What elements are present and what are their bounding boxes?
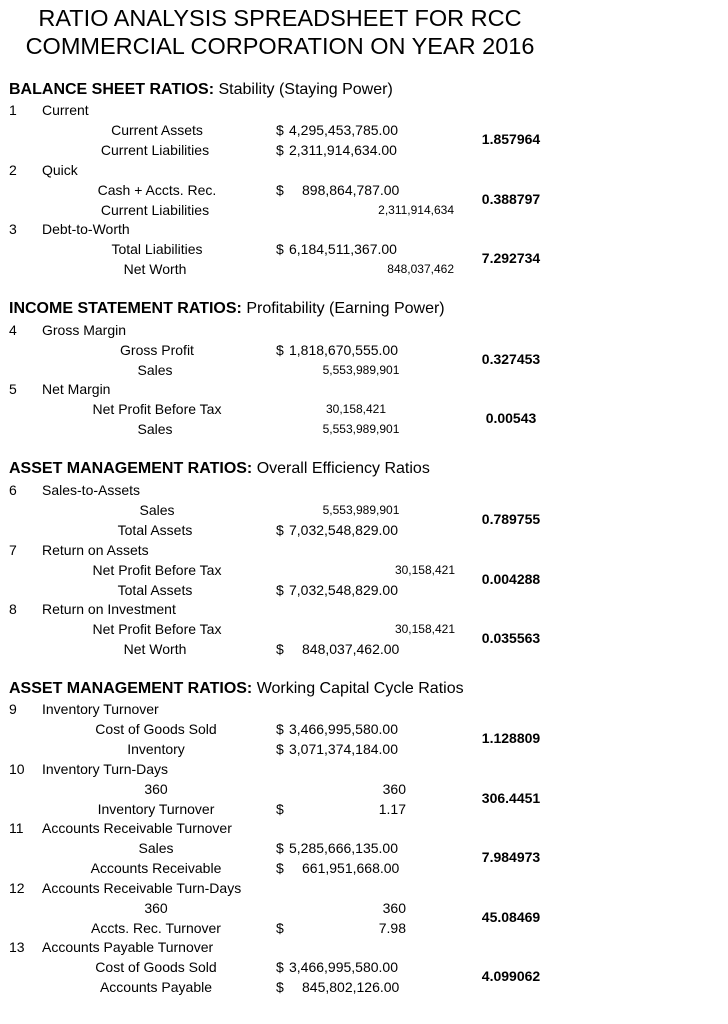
ratio-label: Inventory Turnover: [42, 701, 159, 717]
denominator-label-text: Accounts Receivable: [90, 860, 222, 876]
ratio-result: 45.08469: [481, 909, 541, 925]
ratio-result: 0.004288: [481, 571, 541, 587]
ratio-number: 4: [9, 322, 17, 338]
ratio-number: 12: [9, 880, 25, 896]
ratio-number: 13: [9, 939, 25, 955]
section-working-capital: [9, 679, 464, 699]
numerator-value: 1,818,670,555.00: [289, 342, 398, 358]
currency-symbol: $: [276, 241, 284, 257]
numerator-value: 4,295,453,785.00: [289, 122, 398, 138]
currency-symbol: $: [276, 959, 284, 975]
denominator-value: 661,951,668.00: [302, 860, 400, 876]
page-title-line-1: RATIO ANALYSIS SPREADSHEET FOR RCC: [38, 5, 522, 31]
numerator-value-text: 30,158,421: [325, 402, 387, 416]
currency-symbol: $: [276, 860, 284, 876]
ratio-result: 0.00543: [485, 410, 537, 426]
currency-symbol: $: [276, 741, 284, 757]
numerator-value-text: 5,553,989,901: [322, 503, 400, 517]
ratio-result: 7.984973: [481, 849, 541, 865]
ratio-number: 10: [9, 761, 25, 777]
section-balance-sheet: [9, 80, 393, 100]
numerator-label-text: Sales: [138, 840, 174, 856]
numerator-label-text: Gross Profit: [120, 342, 194, 358]
currency-symbol: $: [276, 582, 284, 598]
page-title-line-2: COMMERCIAL CORPORATION ON YEAR 2016: [25, 33, 535, 59]
numerator-label-text: Net Profit Before Tax: [92, 401, 222, 417]
currency-symbol: $: [276, 641, 284, 657]
ratio-number: 8: [9, 601, 17, 617]
section-income-statement: [9, 299, 445, 319]
numerator-label-text: Total Liabilities: [111, 241, 203, 257]
numerator-value: 898,864,787.00: [302, 182, 400, 198]
numerator-value: 5,285,666,135.00: [289, 840, 398, 856]
ratio-label: Gross Margin: [42, 322, 127, 338]
section-subtitle: Stability (Staying Power): [214, 81, 393, 98]
currency-symbol: $: [276, 122, 284, 138]
ratio-number: 1: [9, 102, 17, 118]
denominator-label-text: Accounts Payable: [99, 979, 213, 995]
denominator-value: 7,032,548,829.00: [289, 582, 398, 598]
ratio-result: 1.128809: [481, 730, 541, 746]
ratio-number: 11: [9, 820, 24, 836]
ratio-result: 0.035563: [481, 630, 541, 646]
ratio-label: Current: [42, 102, 89, 118]
ratio-label: Quick: [42, 162, 78, 178]
numerator-value: 3,466,995,580.00: [289, 959, 398, 975]
numerator-value: 360: [382, 781, 406, 797]
denominator-label-text: Total Assets: [117, 582, 193, 598]
numerator-label-text: Cash + Accts. Rec.: [97, 182, 217, 198]
numerator-label-text: Net Profit Before Tax: [92, 562, 222, 578]
denominator-label-text: Inventory Turnover: [97, 801, 215, 817]
numerator-label-text: 360: [144, 900, 168, 916]
numerator-label-text: Cost of Goods Sold: [95, 721, 217, 737]
currency-symbol: $: [276, 522, 284, 538]
currency-symbol: $: [276, 801, 284, 817]
section-bold-label: ASSET MANAGEMENT RATIOS:: [9, 460, 253, 477]
denominator-value: 3,071,374,184.00: [289, 741, 398, 757]
currency-symbol: $: [276, 721, 284, 737]
ratio-label: Debt-to-Worth: [42, 221, 130, 237]
denominator-label-text: Inventory: [127, 741, 185, 757]
ratio-result: 1.857964: [481, 131, 541, 147]
denominator-value: 2,311,914,634.00: [289, 142, 397, 158]
ratio-label: Accounts Receivable Turn-Days: [42, 880, 242, 896]
denominator-value: 1.17: [378, 801, 406, 817]
ratio-label: Sales-to-Assets: [42, 482, 141, 498]
numerator-label-text: Cost of Goods Sold: [95, 959, 217, 975]
denominator-value: 7.98: [378, 920, 406, 936]
numerator-value: 30,158,421: [394, 563, 455, 577]
section-bold-label: BALANCE SHEET RATIOS:: [9, 81, 215, 98]
ratio-result: 306.4451: [481, 790, 541, 806]
ratio-result: 0.388797: [481, 191, 541, 207]
denominator-label-text: Total Assets: [117, 522, 193, 538]
denominator-value-text: 5,553,989,901: [322, 363, 400, 377]
section-overall-efficiency: [9, 459, 430, 479]
ratio-number: 9: [9, 701, 17, 717]
denominator-label-text: Current Liabilities: [100, 142, 210, 158]
ratio-label: Return on Investment: [42, 601, 176, 617]
denominator-label-text: Net Worth: [123, 261, 187, 277]
denominator-value: 848,037,462: [387, 262, 454, 276]
denominator-value: 848,037,462.00: [302, 641, 400, 657]
ratio-result: 0.789755: [481, 511, 541, 527]
ratio-number: 6: [9, 482, 17, 498]
currency-symbol: $: [276, 342, 284, 358]
denominator-value-text: 5,553,989,901: [322, 422, 400, 436]
ratio-label: Accounts Payable Turnover: [42, 939, 214, 955]
section-bold-label: ASSET MANAGEMENT RATIOS:: [9, 680, 253, 697]
numerator-value: 30,158,421: [394, 622, 455, 636]
currency-symbol: $: [276, 182, 284, 198]
denominator-label-text: Current Liabilities: [100, 202, 210, 218]
numerator-label-text: Net Profit Before Tax: [92, 621, 222, 637]
ratio-number: 3: [9, 221, 17, 237]
denominator-label-text: Sales: [137, 362, 173, 378]
denominator-label-text: Sales: [137, 421, 173, 437]
ratio-number: 2: [9, 162, 17, 178]
currency-symbol: $: [276, 920, 284, 936]
currency-symbol: $: [276, 840, 284, 856]
ratio-label: Inventory Turn-Days: [42, 761, 169, 777]
ratio-number: 5: [9, 381, 17, 397]
denominator-value: 7,032,548,829.00: [289, 522, 398, 538]
denominator-label-text: Accts. Rec. Turnover: [91, 920, 221, 936]
numerator-value: 6,184,511,367.00: [289, 241, 397, 257]
section-subtitle: Working Capital Cycle Ratios: [252, 680, 464, 697]
ratio-result: 4.099062: [481, 968, 541, 984]
numerator-label-text: Current Assets: [111, 122, 203, 138]
ratio-number: 7: [9, 542, 17, 558]
numerator-label-text: Sales: [139, 502, 175, 518]
denominator-label-text: Net Worth: [123, 641, 187, 657]
numerator-value: 3,466,995,580.00: [289, 721, 398, 737]
ratio-result: 7.292734: [481, 250, 541, 266]
ratio-label: Return on Assets: [42, 542, 149, 558]
currency-symbol: $: [276, 142, 284, 158]
section-subtitle: Profitability (Earning Power): [241, 300, 445, 317]
section-bold-label: INCOME STATEMENT RATIOS:: [9, 300, 242, 317]
numerator-value: 360: [382, 900, 406, 916]
currency-symbol: $: [276, 979, 284, 995]
ratio-label: Accounts Receivable Turnover: [42, 820, 232, 836]
denominator-value: 2,311,914,634: [378, 203, 454, 217]
section-subtitle: Overall Efficiency Ratios: [252, 460, 430, 477]
numerator-label-text: 360: [144, 781, 168, 797]
denominator-value: 845,802,126.00: [302, 979, 400, 995]
ratio-label: Net Margin: [42, 381, 111, 397]
ratio-result: 0.327453: [481, 351, 541, 367]
